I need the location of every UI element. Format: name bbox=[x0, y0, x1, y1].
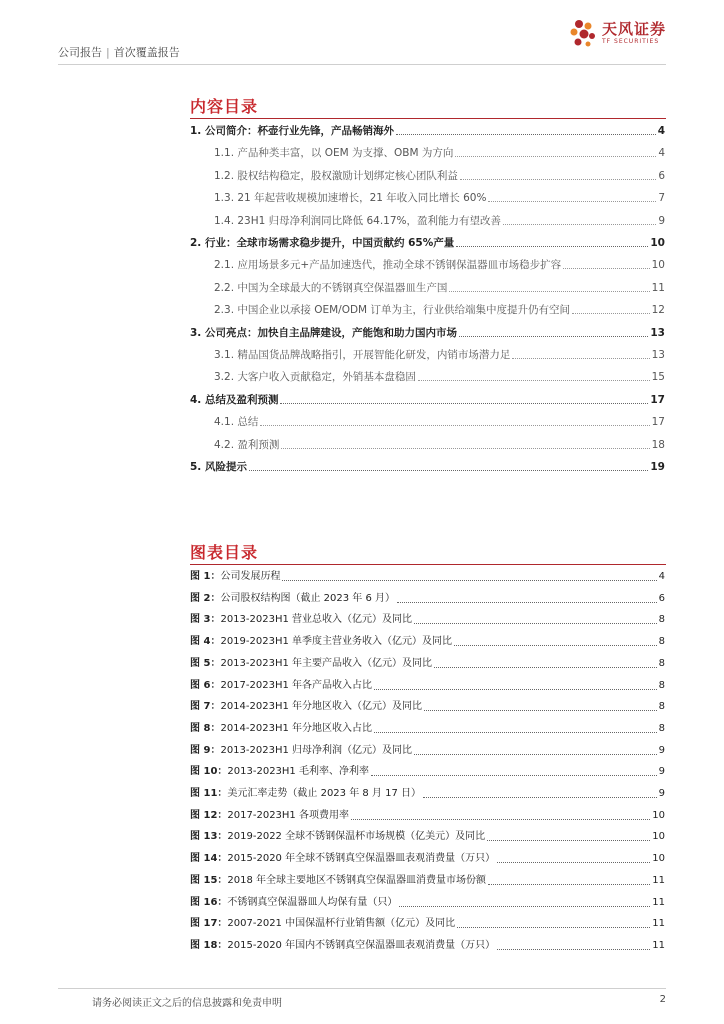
figure-label: 图 13： bbox=[190, 831, 228, 843]
dot-leader bbox=[457, 927, 650, 928]
dot-leader bbox=[260, 425, 649, 426]
figure-label: 图 6： bbox=[190, 679, 221, 691]
figure-label: 图 16： bbox=[190, 896, 228, 908]
figure-entry-page: 11 bbox=[652, 918, 665, 930]
dot-leader bbox=[488, 201, 656, 202]
dot-leader bbox=[374, 689, 657, 690]
toc-entry-page: 19 bbox=[650, 461, 665, 473]
toc-title: 内容目录 bbox=[190, 97, 259, 116]
toc-entry-page: 4 bbox=[657, 125, 665, 137]
figure-entry-text bbox=[190, 830, 485, 844]
dot-leader bbox=[399, 906, 650, 907]
dot-leader bbox=[512, 358, 649, 359]
page-number: 2 bbox=[659, 994, 666, 1005]
figure-caption: 2015-2020 年全球不锈钢真空保温器皿表观消费量（万只） bbox=[227, 853, 496, 865]
brand-name-cn: 天风证券 bbox=[601, 20, 666, 38]
figure-list-entry[interactable] bbox=[190, 937, 665, 953]
figure-entry-text bbox=[190, 700, 422, 714]
figure-caption: 2014-2023H1 年分地区收入占比 bbox=[220, 722, 373, 734]
figure-label: 图 12： bbox=[190, 809, 228, 821]
figure-caption: 公司股权结构图（截止 2023 年 6 月） bbox=[220, 592, 395, 604]
figure-list-entry[interactable] bbox=[190, 763, 665, 779]
dot-leader bbox=[282, 580, 656, 581]
figure-caption: 美元汇率走势（截止 2023 年 8 月 17 日） bbox=[227, 788, 422, 799]
dot-leader bbox=[488, 884, 650, 885]
toc-entry-page: 17 bbox=[650, 393, 665, 406]
dot-leader bbox=[459, 336, 648, 337]
figure-list-entry[interactable] bbox=[190, 720, 665, 736]
dot-leader bbox=[487, 840, 650, 841]
figure-caption: 2019-2023H1 单季度主营业务收入（亿元）及同比 bbox=[220, 636, 453, 648]
dot-leader bbox=[371, 775, 657, 776]
toc-subsection-entry[interactable] bbox=[214, 436, 665, 452]
breadcrumb-item-report[interactable]: 公司报告 bbox=[58, 46, 102, 59]
figure-entry-page: 8 bbox=[658, 657, 665, 669]
toc-subsection-entry[interactable] bbox=[214, 256, 665, 272]
dot-leader bbox=[396, 134, 656, 135]
dot-leader bbox=[249, 470, 648, 471]
figure-list-entry[interactable] bbox=[190, 785, 665, 801]
dot-leader bbox=[414, 754, 657, 755]
figure-entry-text bbox=[190, 592, 395, 606]
toc-entry-text: 1.2. 股权结构稳定，股权激励计划绑定核心团队利益 bbox=[214, 169, 458, 182]
figure-list-entry[interactable] bbox=[190, 915, 665, 931]
figure-list-title: 图表目录 bbox=[190, 543, 259, 562]
figure-entry-page: 11 bbox=[652, 939, 665, 951]
dot-leader bbox=[418, 380, 650, 381]
dot-leader bbox=[563, 268, 649, 269]
figure-entry-text bbox=[190, 635, 452, 649]
figure-caption: 2018 年全球主要地区不锈钢真空保温器皿消费量市场份额 bbox=[227, 874, 487, 886]
brand-name-en: TF SECURITIES bbox=[601, 38, 660, 45]
figure-caption: 2013-2023H1 归母净利润（亿元）及同比 bbox=[220, 744, 413, 756]
figure-entry-text bbox=[190, 744, 412, 758]
figure-caption: 2014-2023H1 年分地区收入（亿元）及同比 bbox=[220, 701, 423, 713]
figure-caption: 公司发展历程 bbox=[220, 571, 281, 582]
figure-entry-text bbox=[190, 657, 432, 671]
figure-list-entry[interactable] bbox=[190, 677, 665, 693]
figure-list-entry[interactable] bbox=[190, 807, 665, 823]
toc-entry-page: 6 bbox=[658, 169, 665, 182]
figure-entry-page: 8 bbox=[658, 722, 665, 734]
figure-label: 图 3： bbox=[190, 614, 221, 626]
toc-entry-text: 2.2. 中国为全球最大的不锈钢真空保温器皿生产国 bbox=[214, 281, 448, 294]
figure-entry-text bbox=[190, 570, 280, 584]
figure-label: 图 7： bbox=[190, 701, 221, 713]
dot-leader bbox=[434, 667, 657, 668]
figure-label: 图 8： bbox=[190, 722, 221, 734]
dot-leader bbox=[374, 732, 657, 733]
dot-leader bbox=[456, 246, 648, 247]
figure-label: 图 15： bbox=[190, 874, 228, 886]
figure-entry-page: 8 bbox=[658, 679, 665, 691]
toc-subsection-entry[interactable] bbox=[214, 144, 665, 160]
toc-entry-page: 9 bbox=[658, 214, 665, 227]
toc-subsection-entry[interactable] bbox=[214, 413, 665, 429]
figure-label: 图 14： bbox=[190, 853, 228, 865]
dot-leader bbox=[497, 949, 650, 950]
toc-subsection-entry[interactable] bbox=[214, 301, 665, 317]
figure-list-entry[interactable] bbox=[190, 590, 665, 606]
dot-leader bbox=[460, 179, 656, 180]
dot-leader bbox=[414, 623, 657, 624]
figure-list-entry[interactable] bbox=[190, 611, 665, 627]
figure-entry-text bbox=[190, 765, 369, 779]
toc-entry-page: 13 bbox=[650, 326, 665, 339]
figure-label: 图 11： bbox=[190, 788, 228, 799]
figure-caption: 2017-2023H1 年各产品收入占比 bbox=[220, 679, 373, 691]
toc-entry-text: 4. 总结及盈利预测 bbox=[190, 393, 279, 406]
figure-caption: 2013-2023H1 年主要产品收入（亿元）及同比 bbox=[220, 657, 433, 669]
figure-caption: 2017-2023H1 各项费用率 bbox=[227, 809, 349, 821]
footer-divider bbox=[58, 988, 666, 989]
figure-label: 图 10： bbox=[190, 766, 228, 778]
toc-section-entry[interactable] bbox=[190, 458, 665, 474]
toc-entry-text: 2.3. 中国企业以承接 OEM/ODM 订单为主，行业供给端集中度提升仍有空间 bbox=[214, 304, 570, 317]
figure-list-entry[interactable] bbox=[190, 742, 665, 758]
dot-leader bbox=[572, 313, 650, 314]
figure-label: 图 2： bbox=[190, 592, 221, 604]
toc-section-entry[interactable] bbox=[190, 234, 665, 250]
toc-entry-text: 1. 公司简介：杯壶行业先锋，产品畅销海外 bbox=[190, 125, 394, 137]
toc-title-rule bbox=[190, 118, 666, 119]
breadcrumb bbox=[58, 44, 180, 60]
figure-list-entry[interactable] bbox=[190, 872, 665, 888]
figure-entry-text bbox=[190, 679, 372, 693]
dot-leader bbox=[351, 819, 650, 820]
toc-entry-text: 1.4. 23H1 归母净利润同比降低 64.17%，盈利能力有望改善 bbox=[214, 214, 502, 227]
figure-caption: 2013-2023H1 营业总收入（亿元）及同比 bbox=[220, 614, 413, 626]
dot-leader bbox=[280, 403, 648, 404]
brand-mark-icon bbox=[568, 18, 598, 48]
dot-leader bbox=[397, 602, 657, 603]
toc-entry-page: 11 bbox=[651, 281, 665, 294]
dot-leader bbox=[455, 156, 656, 157]
toc-subsection-entry[interactable] bbox=[214, 279, 665, 295]
figure-caption: 2007-2021 中国保温杯行业销售额（亿元）及同比 bbox=[227, 918, 456, 930]
brand-logo bbox=[568, 18, 666, 48]
figure-caption: 2019-2022 全球不锈钢保温杯市场规模（亿美元）及同比 bbox=[227, 831, 486, 843]
figure-list-entry[interactable] bbox=[190, 633, 665, 649]
figure-caption: 2013-2023H1 毛利率、净利率 bbox=[227, 766, 369, 778]
figure-list-entry[interactable] bbox=[190, 655, 665, 671]
dot-leader bbox=[281, 448, 649, 449]
figure-entry-text bbox=[190, 613, 412, 627]
toc-subsection-entry[interactable] bbox=[214, 167, 665, 183]
dot-leader bbox=[424, 710, 657, 711]
breadcrumb-item-coverage[interactable]: 首次覆盖报告 bbox=[113, 46, 180, 59]
toc-entry-text: 2. 行业：全球市场需求稳步提升，中国贡献约 65%产量 bbox=[190, 237, 455, 249]
toc-entry-page: 4 bbox=[658, 147, 665, 160]
figure-entry-page: 10 bbox=[652, 853, 665, 865]
figure-entry-page: 8 bbox=[658, 614, 665, 626]
toc-entry-text: 3.2. 大客户收入贡献稳定，外销基本盘稳固 bbox=[214, 371, 416, 384]
figure-entry-text bbox=[190, 787, 421, 801]
figure-list-entry[interactable] bbox=[190, 828, 665, 844]
figure-list-entry[interactable] bbox=[190, 698, 665, 714]
figure-entry-page: 11 bbox=[652, 896, 665, 908]
dot-leader bbox=[449, 291, 649, 292]
toc-entry-text: 1.1. 产品种类丰富，以 OEM 为支撑、OBM 为方向 bbox=[214, 147, 454, 160]
figure-list-title-rule bbox=[190, 564, 666, 565]
figure-entry-text bbox=[190, 722, 372, 736]
toc-entry-page: 7 bbox=[658, 192, 665, 205]
toc-subsection-entry[interactable] bbox=[214, 189, 665, 205]
figure-list-entry[interactable] bbox=[190, 568, 665, 584]
toc-entry-text: 3. 公司亮点：加快自主品牌建设，产能饱和助力国内市场 bbox=[190, 326, 457, 339]
toc-entry-page: 10 bbox=[651, 259, 665, 272]
figure-entry-text bbox=[190, 809, 349, 823]
toc-section-entry[interactable] bbox=[190, 122, 665, 138]
dot-leader bbox=[497, 862, 650, 863]
figure-list-entry[interactable] bbox=[190, 850, 665, 866]
toc-entry-page: 13 bbox=[651, 349, 665, 361]
figure-label: 图 17： bbox=[190, 918, 228, 930]
toc-entry-text: 4.1. 总结 bbox=[214, 416, 259, 429]
dot-leader bbox=[423, 797, 657, 798]
figure-entry-page: 4 bbox=[658, 571, 665, 582]
toc-entry-page: 15 bbox=[651, 371, 665, 384]
figure-label: 图 18： bbox=[190, 939, 228, 951]
figure-entry-page: 9 bbox=[658, 766, 665, 778]
figure-caption: 不锈钢真空保温器皿人均保有量（只） bbox=[227, 896, 398, 908]
figure-entry-text bbox=[190, 939, 495, 953]
toc-subsection-entry[interactable] bbox=[214, 368, 665, 384]
toc-subsection-entry[interactable] bbox=[214, 346, 665, 362]
toc-section-entry[interactable] bbox=[190, 324, 665, 340]
toc-entry-text: 5. 风险提示 bbox=[190, 461, 247, 473]
figure-entry-page: 10 bbox=[652, 831, 665, 843]
header-divider bbox=[58, 64, 666, 65]
toc-entry-text: 1.3. 21 年起营收规模加速增长，21 年收入同比增长 60% bbox=[214, 192, 487, 205]
figure-label: 图 9： bbox=[190, 744, 221, 756]
page-header bbox=[58, 18, 666, 64]
figure-label: 图 1： bbox=[190, 571, 221, 582]
toc-section-entry[interactable] bbox=[190, 391, 665, 407]
figure-label: 图 5： bbox=[190, 657, 221, 669]
figure-entry-text bbox=[190, 874, 486, 888]
figure-entry-page: 11 bbox=[652, 874, 665, 886]
figure-entry-page: 9 bbox=[658, 788, 665, 799]
toc-entry-page: 12 bbox=[651, 304, 665, 317]
figure-label: 图 4： bbox=[190, 636, 221, 648]
figure-entry-text bbox=[190, 896, 397, 910]
breadcrumb-separator: | bbox=[106, 46, 110, 59]
figure-caption: 2015-2020 年国内不锈钢真空保温器皿表观消费量（万只） bbox=[227, 939, 496, 951]
toc-entry-page: 18 bbox=[651, 438, 665, 451]
figure-entry-page: 10 bbox=[652, 809, 665, 821]
dot-leader bbox=[503, 224, 656, 225]
footer-disclaimer: 请务必阅读正文之后的信息披露和免责申明 bbox=[92, 998, 282, 1009]
toc-entry-text: 2.1. 应用场景多元+产品加速迭代，推动全球不锈钢保温器皿市场稳步扩容 bbox=[214, 259, 562, 272]
toc-entry-text: 3.1. 精品国货品牌战略指引，开展智能化研发，内销市场潜力足 bbox=[214, 349, 511, 361]
toc-entry-page: 10 bbox=[650, 237, 665, 249]
figure-entry-page: 8 bbox=[658, 636, 665, 648]
toc-entry-text: 4.2. 盈利预测 bbox=[214, 438, 280, 451]
figure-entry-text bbox=[190, 852, 495, 866]
dot-leader bbox=[454, 645, 657, 646]
toc-entry-page: 17 bbox=[651, 416, 665, 429]
toc-subsection-entry[interactable] bbox=[214, 212, 665, 228]
figure-list-entry[interactable] bbox=[190, 894, 665, 910]
figure-entry-page: 8 bbox=[658, 701, 665, 713]
figure-entry-page: 6 bbox=[658, 592, 665, 604]
figure-entry-text bbox=[190, 917, 455, 931]
figure-entry-page: 9 bbox=[658, 744, 665, 756]
